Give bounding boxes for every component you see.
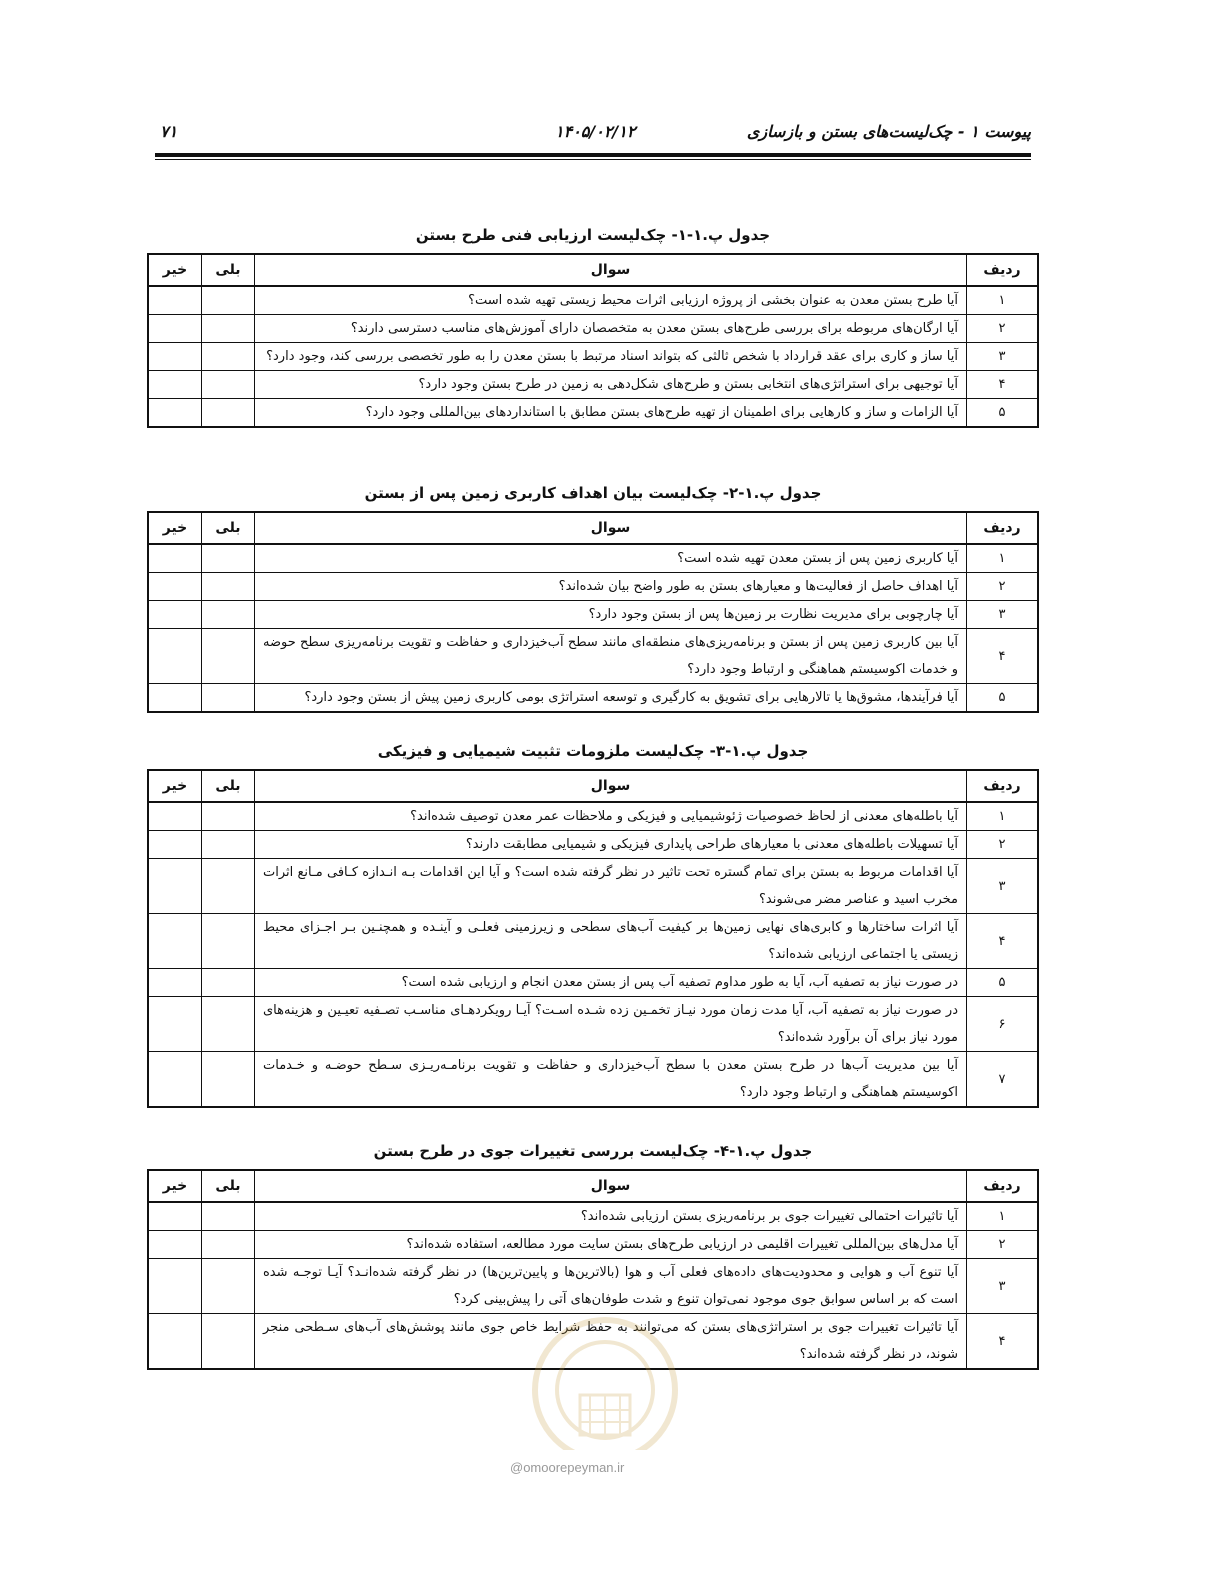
row-number: ۵ xyxy=(967,684,1039,713)
yes-cell[interactable] xyxy=(202,1052,255,1108)
table-row xyxy=(148,1231,1038,1259)
column-header-question: سوال xyxy=(255,512,967,544)
table-caption: جدول پ.۱-۲- چک‌لیست بیان اهداف کاربری زمین پس از بستن xyxy=(364,484,822,502)
no-cell[interactable] xyxy=(148,629,202,684)
no-cell[interactable] xyxy=(148,914,202,969)
table-row xyxy=(148,802,1038,831)
yes-cell[interactable] xyxy=(202,969,255,997)
yes-cell[interactable] xyxy=(202,831,255,859)
table-header-row xyxy=(148,512,1038,544)
no-cell[interactable] xyxy=(148,859,202,914)
table-header-row xyxy=(148,1170,1038,1202)
column-header-question: سوال xyxy=(255,254,967,286)
question-text: آیا تاثیرات احتمالی تغییرات جوی بر برنامه‌ریزی بستن ارزیابی شده‌اند؟ xyxy=(255,1202,967,1231)
no-cell[interactable] xyxy=(148,1052,202,1108)
row-number: ۳ xyxy=(967,343,1039,371)
question-text: آیا بین کاربری زمین پس از بستن و برنامه‌ریزی‌های منطقه‌ای مانند سطح آب‌خیزداری و حفاظت و تقویت برنامه‌ریزی سطح حوضه و خدمات اکوسیستم هماهنگی و ارتباط وجود دارد؟ xyxy=(255,629,967,684)
question-text: آیا باطله‌های معدنی از لحاظ خصوصیات ژئوشیمیایی و فیزیکی و ملاحظات عمر معدن توصیف شده‌اند؟ xyxy=(255,802,967,831)
question-text: آیا اقدامات مربوط به بستن برای تمام گستره تحت تاثیر در نظر گرفته شده است؟ و آیا این اقدامات بـه انـدازه کـافی مـانع اثرات مخرب اسید و عناصر مضر می‌شوند؟ xyxy=(255,859,967,914)
row-number: ۱ xyxy=(967,1202,1039,1231)
row-number: ۱ xyxy=(967,802,1039,831)
column-header-yes: بلی xyxy=(202,1170,255,1202)
yes-cell[interactable] xyxy=(202,315,255,343)
question-text: آیا تاثیرات تغییرات جوی بر استراتژی‌های بستن که می‌توانند به حفظ شرایط خاص جوی مانند پوشش‌های آب‌های سـطحی منجر شوند، در نظر گرفته شده‌اند؟ xyxy=(255,1314,967,1370)
table-row xyxy=(148,315,1038,343)
question-text: آیا مدل‌های بین‌المللی تغییرات اقلیمی در ارزیابی طرح‌های بستن سایت مورد مطالعه، استفاده شده‌اند؟ xyxy=(255,1231,967,1259)
column-header-yes: بلی xyxy=(202,770,255,802)
table-row xyxy=(148,573,1038,601)
row-number: ۴ xyxy=(967,371,1039,399)
yes-cell[interactable] xyxy=(202,1314,255,1370)
yes-cell[interactable] xyxy=(202,286,255,315)
row-number: ۵ xyxy=(967,969,1039,997)
page-number: ۷۱ xyxy=(160,122,178,141)
row-number: ۳ xyxy=(967,601,1039,629)
page-header xyxy=(155,118,1031,148)
yes-cell[interactable] xyxy=(202,997,255,1052)
no-cell[interactable] xyxy=(148,286,202,315)
checklist-table xyxy=(147,511,1039,713)
table-row xyxy=(148,859,1038,914)
table-row xyxy=(148,1052,1038,1108)
row-number: ۲ xyxy=(967,573,1039,601)
row-number: ۵ xyxy=(967,399,1039,428)
yes-cell[interactable] xyxy=(202,399,255,428)
yes-cell[interactable] xyxy=(202,629,255,684)
column-header-no: خیر xyxy=(148,254,202,286)
table-row xyxy=(148,286,1038,315)
no-cell[interactable] xyxy=(148,343,202,371)
yes-cell[interactable] xyxy=(202,343,255,371)
question-text: در صورت نیاز به تصفیه آب، آیا مدت زمان مورد نیـاز تخمـین زده شـده اسـت؟ آیـا رویکردهـای مناسـب تصـفیه تعیـین و هزینه‌های مورد نیاز برای آن برآورد شده‌اند؟ xyxy=(255,997,967,1052)
no-cell[interactable] xyxy=(148,544,202,573)
no-cell[interactable] xyxy=(148,399,202,428)
question-text: در صورت نیاز به تصفیه آب، آیا به طور مداوم تصفیه آب پس از بستن معدن انجام و ارزیابی شده است؟ xyxy=(255,969,967,997)
question-text: آیا تسهیلات باطله‌های معدنی با معیارهای طراحی پایداری فیزیکی و شیمیایی مطابقت دارند؟ xyxy=(255,831,967,859)
table-caption: جدول پ.۱-۱- چک‌لیست ارزیابی فنی طرح بستن xyxy=(415,226,771,244)
table-row xyxy=(148,629,1038,684)
question-text: آیا الزامات و ساز و کارهایی برای اطمینان از تهیه طرح‌های بستن مطابق با استانداردهای بین‌المللی وجود دارد؟ xyxy=(255,399,967,428)
no-cell[interactable] xyxy=(148,997,202,1052)
row-number: ۶ xyxy=(967,997,1039,1052)
yes-cell[interactable] xyxy=(202,573,255,601)
checklist-table xyxy=(147,253,1039,428)
question-text: آیا اثرات ساختارها و کابری‌های نهایی زمین‌ها بر کیفیت آب‌های سطحی و زیرزمینی فعلـی و آینـده و همچنـین بـر اجـزای محیط زیستی یا اجتماعی ارزیابی شده‌اند؟ xyxy=(255,914,967,969)
table-row xyxy=(148,343,1038,371)
row-number: ۳ xyxy=(967,859,1039,914)
question-text: آیا تنوع آب و هوایی و محدودیت‌های داده‌های فعلی آب و هوا (بالاترین‌ها و پایین‌ترین‌ها) در نظر گرفته شده‌انـد؟ آیـا توجـه شده است که بر اساس سوابق جوی موجود نمی‌توان تنوع و شدت طوفان‌های آتی را پیش‌بینی کرد؟ xyxy=(255,1259,967,1314)
table-row xyxy=(148,601,1038,629)
table-header-row xyxy=(148,254,1038,286)
no-cell[interactable] xyxy=(148,315,202,343)
question-text: آیا طرح بستن معدن به عنوان بخشی از پروژه ارزیابی اثرات محیط زیستی تهیه شده است؟ xyxy=(255,286,967,315)
column-header-no: خیر xyxy=(148,1170,202,1202)
question-text: آیا ارگان‌های مربوطه برای بررسی طرح‌های بستن معدن به متخصصان دارای آموزش‌های مناسب دسترسی دارند؟ xyxy=(255,315,967,343)
question-text: آیا توجیهی برای استراتژی‌های انتخابی بستن و طرح‌های شکل‌دهی به زمین در طرح بستن وجود دارد؟ xyxy=(255,371,967,399)
yes-cell[interactable] xyxy=(202,371,255,399)
row-number: ۳ xyxy=(967,1259,1039,1314)
column-header-question: سوال xyxy=(255,770,967,802)
yes-cell[interactable] xyxy=(202,1259,255,1314)
row-number: ۱ xyxy=(967,286,1039,315)
column-header-yes: بلی xyxy=(202,254,255,286)
no-cell[interactable] xyxy=(148,1202,202,1231)
table-row xyxy=(148,684,1038,713)
watermark-text: @omoorepeyman.ir xyxy=(510,1460,625,1475)
yes-cell[interactable] xyxy=(202,684,255,713)
column-header-question: سوال xyxy=(255,1170,967,1202)
table-row xyxy=(148,399,1038,428)
no-cell[interactable] xyxy=(148,1231,202,1259)
column-header-num: ردیف xyxy=(967,1170,1039,1202)
yes-cell[interactable] xyxy=(202,601,255,629)
table-caption: جدول پ.۱-۳- چک‌لیست ملزومات تثبیت شیمیایی و فیزیکی xyxy=(377,742,809,760)
row-number: ۴ xyxy=(967,629,1039,684)
no-cell[interactable] xyxy=(148,371,202,399)
column-header-num: ردیف xyxy=(967,254,1039,286)
header-title: پیوست ۱ - چک‌لیست‌های بستن و بازسازی xyxy=(746,122,1031,141)
yes-cell[interactable] xyxy=(202,544,255,573)
no-cell[interactable] xyxy=(148,969,202,997)
no-cell[interactable] xyxy=(148,802,202,831)
question-text: آیا اهداف حاصل از فعالیت‌ها و معیارهای بستن به طور واضح بیان شده‌اند؟ xyxy=(255,573,967,601)
row-number: ۷ xyxy=(967,1052,1039,1108)
yes-cell[interactable] xyxy=(202,802,255,831)
row-number: ۲ xyxy=(967,315,1039,343)
column-header-num: ردیف xyxy=(967,770,1039,802)
checklist-table xyxy=(147,769,1039,1108)
row-number: ۴ xyxy=(967,914,1039,969)
table-row xyxy=(148,831,1038,859)
question-text: آیا چارچوبی برای مدیریت نظارت بر زمین‌ها پس از بستن وجود دارد؟ xyxy=(255,601,967,629)
yes-cell[interactable] xyxy=(202,859,255,914)
row-number: ۲ xyxy=(967,831,1039,859)
no-cell[interactable] xyxy=(148,684,202,713)
table-header-row xyxy=(148,770,1038,802)
yes-cell[interactable] xyxy=(202,914,255,969)
yes-cell[interactable] xyxy=(202,1231,255,1259)
column-header-num: ردیف xyxy=(967,512,1039,544)
question-text: آیا بین مدیریت آب‌ها در طرح بستن معدن با سطح آب‌خیزداری و حفاظت و تقویت برنامـه‌ریـزی سـطح حوضـه و خـدمات اکوسیستم هماهنگی و ارتباط وجود دارد؟ xyxy=(255,1052,967,1108)
watermark-logo xyxy=(500,1300,710,1450)
header-date: ۱۴۰۵/۰۲/۱۲ xyxy=(555,122,636,141)
question-text: آیا ساز و کاری برای عقد قرارداد با شخص ثالثی که بتواند اسناد مرتبط با بستن معدن را به طور تخصصی بررسی کند، وجود دارد؟ xyxy=(255,343,967,371)
column-header-yes: بلی xyxy=(202,512,255,544)
question-text: آیا فرآیندها، مشوق‌ها یا تالارهایی برای تشویق به کارگیری و توسعه استراتژی بومی کاربری زمین پیش از بستن وجود دارد؟ xyxy=(255,684,967,713)
table-row xyxy=(148,969,1038,997)
no-cell[interactable] xyxy=(148,573,202,601)
no-cell[interactable] xyxy=(148,1259,202,1314)
question-text: آیا کاربری زمین پس از بستن معدن تهیه شده است؟ xyxy=(255,544,967,573)
header-rule-thin xyxy=(155,159,1031,160)
no-cell[interactable] xyxy=(148,831,202,859)
table-row xyxy=(148,1202,1038,1231)
table-caption: جدول پ.۱-۴- چک‌لیست بررسی تغییرات جوی در طرح بستن xyxy=(373,1142,813,1160)
no-cell[interactable] xyxy=(148,1314,202,1370)
table-row xyxy=(148,371,1038,399)
row-number: ۴ xyxy=(967,1314,1039,1370)
no-cell[interactable] xyxy=(148,601,202,629)
row-number: ۲ xyxy=(967,1231,1039,1259)
yes-cell[interactable] xyxy=(202,1202,255,1231)
column-header-no: خیر xyxy=(148,512,202,544)
table-row xyxy=(148,914,1038,969)
table-row xyxy=(148,544,1038,573)
header-rule-thick xyxy=(155,153,1031,157)
column-header-no: خیر xyxy=(148,770,202,802)
row-number: ۱ xyxy=(967,544,1039,573)
table-row xyxy=(148,997,1038,1052)
